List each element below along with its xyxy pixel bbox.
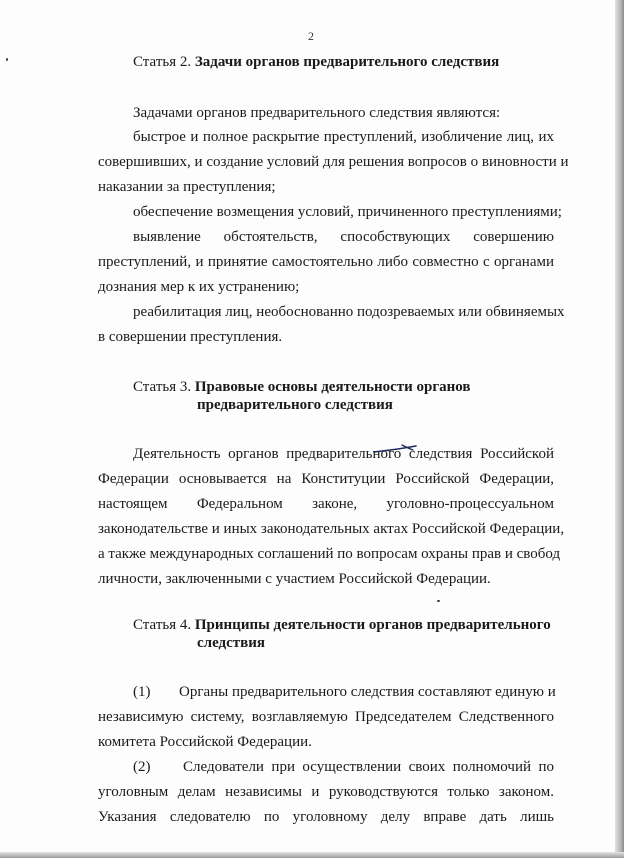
article-3-line: а также международных соглашений по вопросам охраны прав и свобод	[98, 546, 561, 562]
article-3-line: настоящем Федеральном законе, уголовно-процессуальном	[98, 496, 554, 512]
article-3-line: законодательстве и иных законодательных актах Российской Федерации,	[98, 521, 565, 537]
article-3-line: личности, заключенными с участием Российской Федерации.	[98, 571, 491, 587]
article-3-title: Правовые основы деятельности органов	[194, 379, 471, 395]
item-2-line: Указания следователю по уголовному делу вправе дать лишь	[98, 809, 554, 825]
scan-right-edge-shadow	[615, 0, 624, 858]
article-3-heading	[133, 378, 471, 396]
item-1-line: независимую систему, возглавляемую Председателем Следственного	[98, 709, 554, 725]
page-number: 2	[308, 29, 314, 43]
article-2-line: реабилитация лиц, необоснованно подозреваемых или обвиняемых	[133, 304, 565, 320]
article-4-title-continuation: следствия	[197, 635, 266, 651]
article-2-prefix: Статья 2.	[133, 54, 192, 70]
article-2-line: совершивших, и создание условий для решения вопросов о виновности и	[98, 154, 569, 170]
item-2-number: (2)	[133, 759, 151, 775]
article-4-heading	[133, 616, 551, 634]
article-2-line: дознания мер к их устранению;	[98, 279, 300, 295]
scan-bottom-edge-shadow	[0, 852, 624, 858]
article-2-line: быстрое и полное раскрытие преступлений, изобличение лиц, их	[133, 129, 554, 145]
article-2-heading	[133, 53, 499, 71]
article-4-title: Принципы деятельности органов предварительного	[194, 617, 551, 633]
article-2-line: наказании за преступления;	[98, 179, 276, 195]
item-1-line: Органы предварительного следствия составляют единую и	[179, 684, 556, 700]
pen-strike-mark	[372, 443, 418, 457]
scan-speck	[6, 58, 8, 61]
article-2-line: выявление обстоятельств, способствующих совершению	[133, 229, 554, 245]
article-4-prefix: Статья 4.	[133, 617, 192, 633]
article-3-line: Федерации основывается на Конституции Российской Федерации,	[98, 471, 554, 487]
item-1-number: (1)	[133, 684, 151, 700]
article-3-prefix: Статья 3.	[133, 379, 192, 395]
article-2-title: Задачи органов предварительного следствия	[194, 54, 500, 70]
article-3-line: Деятельность органов предварительного следствия Российской	[133, 446, 554, 462]
item-1-line: комитета Российской Федерации.	[98, 734, 312, 750]
item-2-line: Следователи при осуществлении своих полномочий по	[183, 759, 554, 775]
scan-speck	[437, 600, 440, 602]
article-3-title-continuation: предварительного следствия	[197, 397, 393, 413]
item-2-line: уголовным делам независимы и руководствуются только законом.	[98, 784, 554, 800]
article-2-line: в совершении преступления.	[98, 329, 283, 345]
article-2-line: преступлений, и принятие самостоятельно либо совместно с органами	[98, 254, 554, 270]
article-2-line: обеспечение возмещения условий, причиненного преступлениями;	[133, 204, 562, 220]
article-2-line: Задачами органов предварительного следствия являются:	[133, 105, 501, 121]
